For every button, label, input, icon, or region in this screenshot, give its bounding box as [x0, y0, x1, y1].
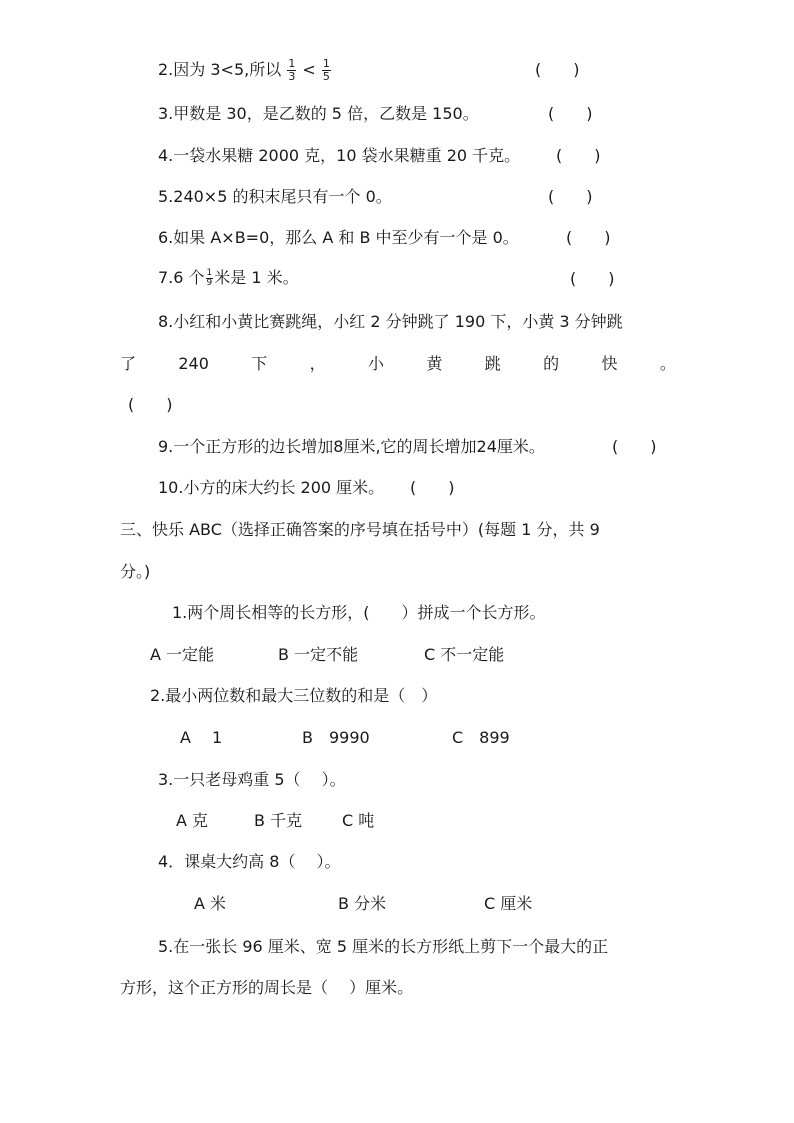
mc-item-3-stem: 3.一只老母鸡重 5（ ）。 [158, 770, 346, 789]
tf-item-6: 6.如果 A×B=0，那么 A 和 B 中至少有一个是 0。 [158, 228, 519, 247]
tf-item-8-paren[interactable]: ( ) [128, 395, 173, 414]
tf-item-2 [158, 58, 332, 83]
mc-item-3-option-c[interactable]: C 吨 [342, 811, 375, 830]
mc-item-4-stem: 4．课桌大约高 8（ ）。 [158, 852, 341, 871]
tf-item-10-paren[interactable]: ( ) [410, 478, 455, 497]
word: ， [309, 354, 326, 373]
tf-item-10: 10.小方的床大约长 200 厘米。 [158, 478, 385, 497]
word: 黄 [426, 354, 443, 373]
tf-item-4: 4.一袋水果糖 2000 克，10 袋水果糖重 20 千克。 [158, 146, 521, 165]
tf-item-7-post: 米是 1 米。 [214, 268, 299, 287]
word: 240 [178, 354, 209, 373]
section-3-heading-line1: 三、快乐 ABC（选择正确答案的序号填在括号中）(每题 1 分，共 9 [120, 520, 600, 539]
fraction-one-fifth: $\frac{1}{5}$ [322, 57, 330, 83]
word: 下 [251, 354, 268, 373]
tf-item-8-line2 [120, 354, 676, 374]
section-3-heading-line2: 分。) [120, 562, 151, 581]
word: 。 [659, 354, 676, 373]
mc-item-4-option-c[interactable]: C 厘米 [484, 894, 533, 913]
mc-item-2-option-a[interactable]: A 1 [180, 728, 223, 747]
mc-item-5-line2: 方形，这个正方形的周长是（ ）厘米。 [120, 978, 414, 997]
word: 跳 [484, 354, 501, 373]
mc-item-4-option-a[interactable]: A 米 [194, 894, 227, 913]
tf-item-7-pre: 7.6 个 [158, 268, 205, 287]
tf-item-5-paren[interactable]: ( ) [548, 187, 593, 206]
mc-item-5-line1: 5.在一张长 96 厘米、宽 5 厘米的长方形纸上剪下一个最大的正 [158, 937, 609, 956]
tf-item-6-paren[interactable]: ( ) [566, 228, 611, 247]
tf-item-9-paren[interactable]: ( ) [612, 437, 657, 456]
word: 的 [543, 354, 560, 373]
mc-item-2-stem: 2.最小两位数和最大三位数的和是（ ） [150, 686, 438, 705]
less-than-sign: < [302, 60, 316, 79]
mc-item-1-option-b[interactable]: B 一定不能 [278, 645, 359, 664]
tf-item-8-line1: 8.小红和小黄比赛跳绳，小红 2 分钟跳了 190 下，小黄 3 分钟跳 [158, 312, 623, 331]
word: 了 [120, 354, 137, 373]
tf-item-4-paren[interactable]: ( ) [556, 146, 601, 165]
tf-item-3-paren[interactable]: ( ) [548, 104, 593, 123]
mc-item-4-option-b[interactable]: B 分米 [338, 894, 387, 913]
tf-item-5: 5.240×5 的积末尾只有一个 0。 [158, 187, 392, 206]
tf-item-9: 9.一个正方形的边长增加8厘米,它的周长增加24厘米。 [158, 437, 545, 456]
mc-item-2-option-c[interactable]: C 899 [452, 728, 510, 747]
tf-item-7 [158, 268, 299, 288]
mc-item-1-stem: 1.两个周长相等的长方形，( ）拼成一个长方形。 [172, 603, 546, 622]
tf-item-2-text: 2.因为 3<5,所以 [158, 60, 282, 79]
fraction-one-third: $\frac{1}{3}$ [288, 57, 296, 83]
word: 小 [368, 354, 385, 373]
tf-item-7-paren[interactable]: ( ) [570, 269, 615, 288]
tf-item-2-paren[interactable]: ( ) [535, 60, 580, 79]
mc-item-3-option-b[interactable]: B 千克 [254, 811, 303, 830]
mc-item-3-option-a[interactable]: A 克 [176, 811, 209, 830]
mc-item-2-option-b[interactable]: B 9990 [302, 728, 370, 747]
fraction-one-ninth: $\frac{1}{9}$ [206, 268, 213, 288]
mc-item-1-option-c[interactable]: C 不一定能 [424, 645, 505, 664]
tf-item-3: 3.甲数是 30，是乙数的 5 倍，乙数是 150。 [158, 104, 479, 123]
word: 快 [601, 354, 618, 373]
mc-item-1-option-a[interactable]: A 一定能 [150, 645, 215, 664]
